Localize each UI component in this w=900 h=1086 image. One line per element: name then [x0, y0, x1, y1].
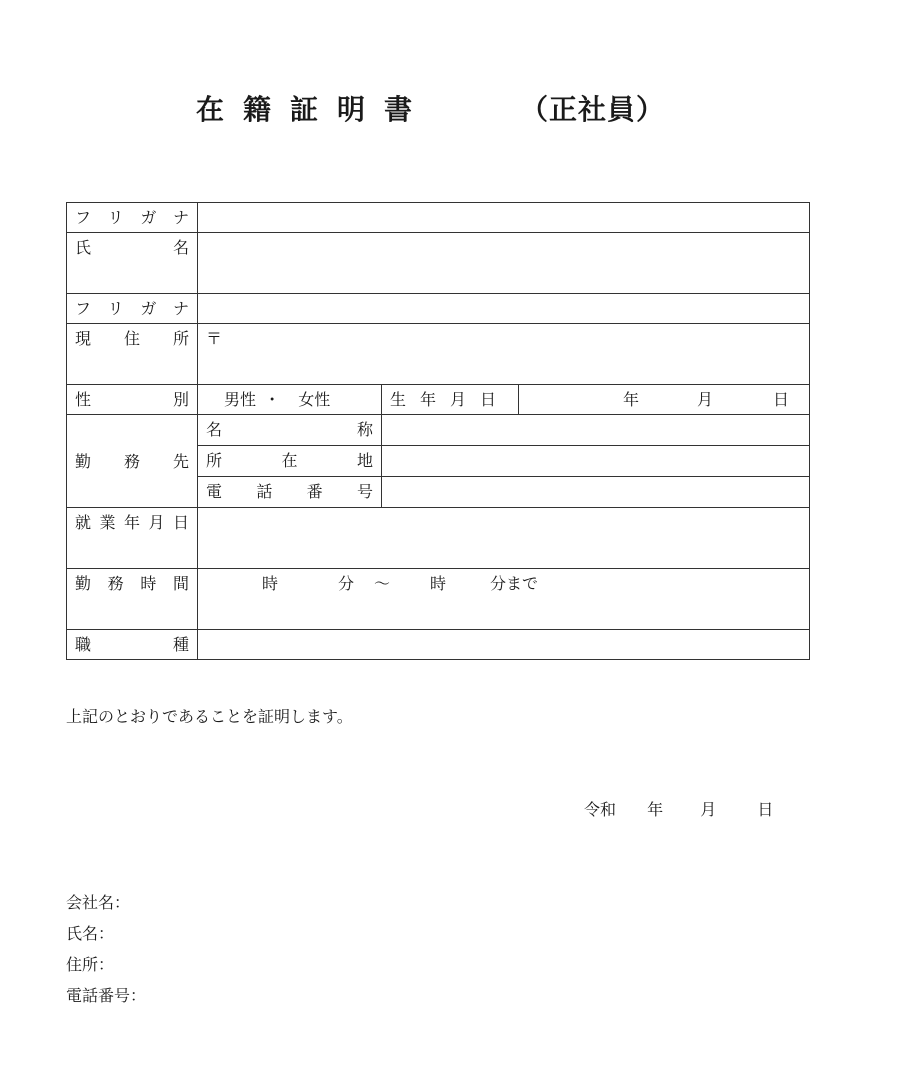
label-workplace-phone: 電 話 番 号	[206, 482, 373, 501]
label-birthdate: 生 年 月 日	[390, 390, 496, 409]
row-work-hours	[67, 569, 810, 630]
certification-statement: 上記のとおりであることを証明します。	[66, 707, 353, 726]
issue-day-unit: 日	[757, 800, 774, 819]
certificate-form-table	[66, 202, 810, 660]
issue-date	[584, 797, 773, 820]
end-minute-unit: 分まで	[490, 574, 539, 593]
title-subtitle: （正社員）	[520, 93, 666, 126]
postal-mark: 〒	[206, 329, 223, 348]
label-furigana-1: フ リ ガ ナ	[75, 208, 189, 227]
label-workplace: 勤 務 先	[75, 451, 189, 471]
field-job-type[interactable]	[198, 630, 810, 660]
end-hour-unit: 時	[430, 574, 447, 593]
label-name: 氏 名	[75, 238, 189, 257]
row-furigana-2	[67, 294, 810, 324]
issuer-phone-label: 電話番号：	[66, 986, 147, 1005]
row-furigana-1	[67, 203, 810, 233]
row-address	[67, 324, 810, 385]
issuer-company-label: 会社名：	[66, 893, 131, 912]
gender-separator: ・	[264, 390, 281, 409]
title-main: 在籍証明書	[196, 93, 432, 126]
issuer-block	[66, 887, 146, 1011]
field-birthdate[interactable]	[519, 385, 810, 415]
row-hire-date	[67, 508, 810, 569]
birth-day-unit: 日	[773, 390, 790, 409]
label-workplace-name: 名 称	[206, 420, 373, 439]
row-gender-birthdate	[67, 385, 810, 415]
label-gender: 性 別	[75, 390, 189, 409]
birth-month-unit: 月	[697, 390, 714, 409]
start-minute-unit: 分	[338, 574, 355, 593]
label-address: 現 住 所	[75, 329, 189, 348]
birth-year-unit: 年	[623, 390, 640, 409]
row-name	[67, 233, 810, 294]
field-workplace-location[interactable]	[382, 446, 810, 477]
issuer-name-label: 氏名：	[66, 924, 115, 943]
start-hour-unit: 時	[262, 574, 279, 593]
field-furigana-2[interactable]	[198, 294, 810, 324]
field-work-hours[interactable]	[198, 569, 810, 630]
issue-month-unit: 月	[700, 800, 717, 819]
label-work-hours: 勤 務 時 間	[75, 574, 189, 593]
field-address[interactable]	[198, 324, 810, 385]
field-gender[interactable]	[198, 385, 382, 415]
issue-year-unit: 年	[647, 800, 664, 819]
gender-male[interactable]: 男性	[224, 390, 257, 409]
issuer-address-label: 住所：	[66, 955, 115, 974]
label-workplace-location: 所 在 地	[206, 451, 373, 470]
label-hire-date: 就 業 年 月 日	[75, 513, 189, 532]
field-workplace-name[interactable]	[382, 415, 810, 446]
gender-female[interactable]: 女性	[298, 390, 331, 409]
label-furigana-2: フ リ ガ ナ	[75, 299, 189, 318]
field-furigana-1[interactable]	[198, 203, 810, 233]
row-job-type	[67, 630, 810, 660]
issue-era: 令和	[584, 800, 617, 819]
row-workplace-name	[67, 415, 810, 446]
label-job-type: 職 種	[75, 635, 189, 654]
range-tilde: ～	[374, 574, 391, 593]
field-hire-date[interactable]	[198, 508, 810, 569]
field-name[interactable]	[198, 233, 810, 294]
field-workplace-phone[interactable]	[382, 477, 810, 508]
